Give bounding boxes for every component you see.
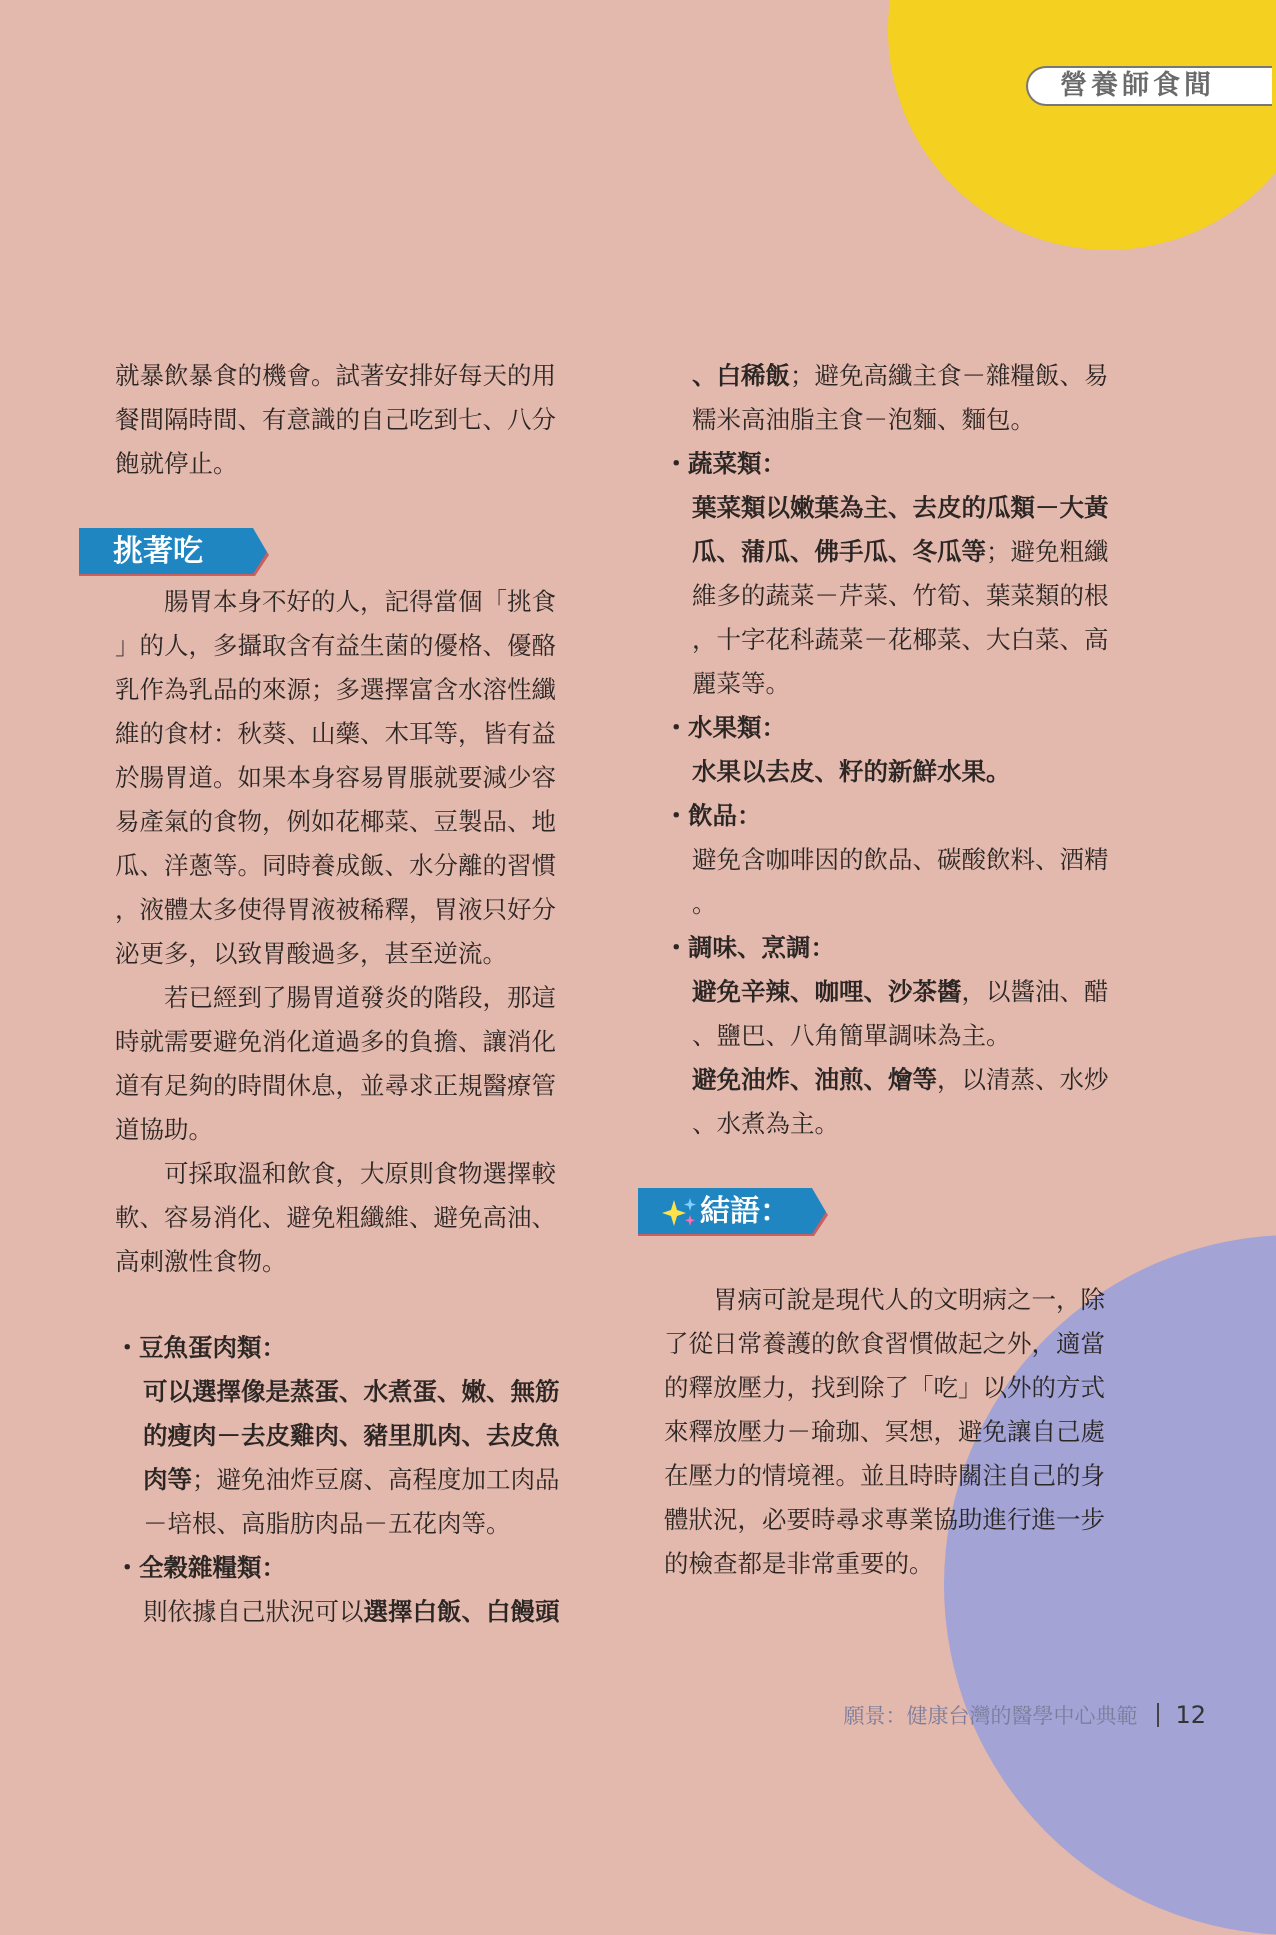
text-bold: 、白稀飯 [692, 361, 790, 390]
text-line: 糯米高油脂主食－泡麵、麵包。 [692, 405, 1035, 434]
section-heading-conclusion [638, 1188, 1164, 1236]
text-line: 瓜、洋蔥等。同時養成飯、水分離的習慣 [115, 851, 556, 880]
text-bold: 選擇白飯、白饅頭 [363, 1597, 560, 1626]
bullet-dot: ・ [115, 1553, 140, 1582]
text-line: 易產氣的食物，例如花椰菜、豆製品、地 [115, 807, 556, 836]
bullet-protein [115, 1326, 610, 1546]
heading-text: 挑著吃 [113, 534, 203, 569]
text-line: 麗菜等。 [692, 669, 790, 698]
yellow-circle-decoration [888, 0, 1276, 250]
text-line: 維的食材：秋葵、山藥、木耳等，皆有益 [115, 719, 556, 748]
paragraph-2 [115, 976, 610, 1152]
page-footer [843, 1700, 1206, 1730]
page-number: 12 [1175, 1701, 1206, 1729]
text-line: 在壓力的情境裡。並且時時關注自己的身 [664, 1461, 1105, 1490]
text-regular: ，以清蒸、水炒 [937, 1065, 1109, 1094]
text-line: 的檢查都是非常重要的。 [664, 1549, 934, 1578]
paragraph-3 [115, 1152, 610, 1284]
bullet-title: 全穀雜糧類： [139, 1553, 286, 1582]
text-line: 」的人，多攝取含有益生菌的優格、優酪 [115, 631, 556, 660]
text-line: 餐間隔時間、有意識的自己吃到七、八分 [115, 405, 556, 434]
text-line: 泌更多，以致胃酸過多，甚至逆流。 [115, 939, 507, 968]
bullet-dot: ・ [664, 449, 689, 478]
text-line: ，液體太多使得胃液被稀釋，胃液只好分 [115, 895, 556, 924]
text-bold: 瓜、蒲瓜、佛手瓜、冬瓜等 [692, 537, 986, 566]
bullet-body [664, 750, 1164, 794]
heading-text: 結語： [700, 1194, 790, 1229]
left-column [115, 354, 610, 1634]
conclusion-paragraph [664, 1278, 1164, 1586]
bullet-title: 水果類： [688, 713, 786, 742]
bullet-seasoning [664, 926, 1164, 1146]
text-line: 的釋放壓力，找到除了「吃」以外的方式 [664, 1373, 1105, 1402]
bullet-title: 豆魚蛋肉類： [139, 1333, 286, 1362]
text-line: 。 [692, 889, 717, 918]
text-line: ，十字花科蔬菜－花椰菜、大白菜、高 [692, 625, 1109, 654]
text-line: 、鹽巴、八角簡單調味為主。 [692, 1021, 1011, 1050]
bullet-dot: ・ [115, 1333, 140, 1362]
text-bold: 避免辛辣、咖哩、沙茶醬 [692, 977, 962, 1006]
bullet-drinks [664, 794, 1164, 926]
section-tag: 營養師食間 [1026, 66, 1272, 106]
intro-paragraph [115, 354, 610, 486]
bullet-body [664, 486, 1164, 706]
text-line: 可以選擇像是蒸蛋、水煮蛋、嫩、無筋 [143, 1377, 560, 1406]
text-line: 來釋放壓力－瑜珈、冥想，避免讓自己處 [664, 1417, 1105, 1446]
footer-divider [1157, 1703, 1159, 1727]
right-column [664, 354, 1164, 1586]
bullet-dot: ・ [664, 933, 689, 962]
text-line: 水果以去皮、籽的新鮮水果。 [692, 757, 1011, 786]
bullet-dot: ・ [664, 801, 689, 830]
bullet-grains [115, 1546, 610, 1634]
bullet-title: 飲品： [688, 801, 762, 830]
paragraph-1 [115, 580, 610, 976]
text-line: 於腸胃道。如果本身容易胃脹就要減少容 [115, 763, 556, 792]
text-line: 胃病可說是現代人的文明病之一，除 [713, 1285, 1105, 1314]
text-line: 飽就停止。 [115, 449, 238, 478]
text-line: 葉菜類以嫩葉為主、去皮的瓜類－大黃 [692, 493, 1109, 522]
text-line: 時就需要避免消化道過多的負擔、讓消化 [115, 1027, 556, 1056]
bullet-fruit [664, 706, 1164, 794]
text-regular: ；避免粗纖 [986, 537, 1109, 566]
text-line: 維多的蔬菜－芹菜、竹筍、葉菜類的根 [692, 581, 1109, 610]
text-line: 高刺激性食物。 [115, 1247, 287, 1276]
text-line: 道有足夠的時間休息，並尋求正規醫療管 [115, 1071, 556, 1100]
text-line: 、水煮為主。 [692, 1109, 839, 1138]
footer-text: 願景：健康台灣的醫學中心典範 [843, 1704, 1138, 1728]
text-line: 腸胃本身不好的人，記得當個「挑食 [164, 587, 556, 616]
text-line: 可採取溫和飲食，大原則食物選擇較 [164, 1159, 556, 1188]
text-line: 軟、容易消化、避免粗纖維、避免高油、 [115, 1203, 556, 1232]
text-line: 乳作為乳品的來源；多選擇富含水溶性纖 [115, 675, 556, 704]
grains-continued [664, 354, 1164, 442]
bullet-vegetables [664, 442, 1164, 706]
text-line: 就暴飲暴食的機會。試著安排好每天的用 [115, 361, 556, 390]
text-regular: ，以醬油、醋 [961, 977, 1109, 1006]
text-regular: ；避免油炸豆腐、高程度加工肉品 [192, 1465, 560, 1494]
bullet-body [115, 1370, 610, 1546]
bullet-body [115, 1590, 610, 1634]
section-heading-pick [79, 528, 610, 576]
text-line: 體狀況，必要時尋求專業協助進行進一步 [664, 1505, 1105, 1534]
bullet-title: 調味、烹調： [688, 933, 835, 962]
text-line: 若已經到了腸胃道發炎的階段，那這 [164, 983, 556, 1012]
bullet-body [664, 970, 1164, 1146]
bullet-body [664, 838, 1164, 926]
text-line: 了從日常養護的飲食習慣做起之外，適當 [664, 1329, 1105, 1358]
text-bold: 肉等 [143, 1465, 192, 1494]
text-line: 避免含咖啡因的飲品、碳酸飲料、酒精 [692, 845, 1109, 874]
sparkles-icon [662, 1198, 698, 1228]
bullet-title: 蔬菜類： [688, 449, 786, 478]
text-regular: 則依據自己狀況可以 [143, 1597, 364, 1626]
text-line: 的瘦肉－去皮雞肉、豬里肌肉、去皮魚 [143, 1421, 560, 1450]
text-bold: 避免油炸、油煎、燴等 [692, 1065, 937, 1094]
text-regular: ；避免高纖主食－雜糧飯、易 [790, 361, 1109, 390]
text-line: 道協助。 [115, 1115, 213, 1144]
bullet-dot: ・ [664, 713, 689, 742]
text-line: －培根、高脂肪肉品－五花肉等。 [143, 1509, 511, 1538]
